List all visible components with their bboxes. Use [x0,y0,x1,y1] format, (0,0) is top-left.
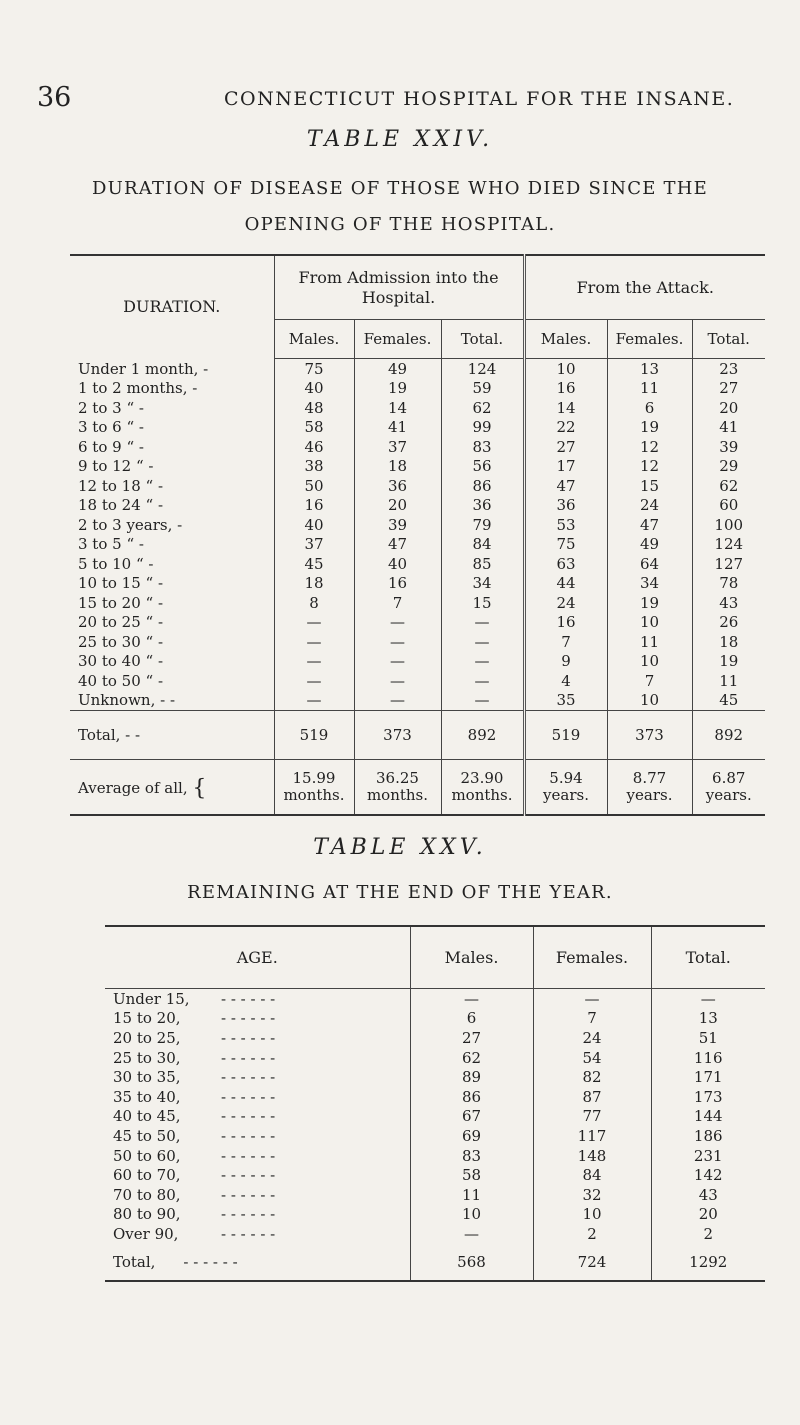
age-label [105,1165,410,1185]
attack-males-average: 5.94 years. [524,760,607,816]
cell-kt: 62 [719,476,739,495]
cell-f: 54 [533,1048,651,1068]
table-row [70,359,765,379]
cell-at: 83 [441,437,524,457]
cell-kt: 78 [719,574,739,593]
cell-kf: 19 [607,593,692,613]
table-row [105,1224,765,1244]
age-label [105,1126,410,1146]
grand-total: 1292 [689,1252,728,1271]
cell-km: 63 [524,554,607,574]
males-header: Males. [410,926,533,989]
cell-am: 45 [274,554,354,574]
age-range: 70 to 80, [113,1185,181,1204]
cell-am: 46 [274,437,354,457]
age-label [105,1087,410,1107]
cell-km: 75 [524,535,607,555]
cell-af: 19 [354,379,441,399]
cell-m: 83 [410,1146,533,1166]
cell-kt: 26 [719,613,739,632]
cell-t: 43 [698,1185,718,1204]
cell-am: 8 [274,593,354,613]
cell-af: 18 [354,457,441,477]
admission-males-average: 15.99 months. [274,760,354,816]
cell-t: 20 [698,1205,718,1224]
cell-t: 51 [698,1028,718,1047]
table-row [70,515,765,535]
table-row [70,691,765,711]
duration-label: 3 to 5 “ - [70,535,274,555]
attack-females-header: Females. [607,320,692,359]
cell-af: 20 [354,496,441,516]
cell-m: 62 [410,1048,533,1068]
running-title: CONNECTICUT HOSPITAL FOR THE INSANE. [224,88,735,110]
duration-label: 3 to 6 “ - [70,418,274,438]
duration-label: 2 to 3 “ - [70,398,274,418]
cell-at: 59 [441,379,524,399]
cell-kt: 23 [719,359,739,378]
duration-label: 40 to 50 “ - [70,671,274,691]
table-row [70,593,765,613]
duration-label: 5 to 10 “ - [70,554,274,574]
duration-label: Under 1 month, - [70,359,274,379]
cell-f: 7 [533,1009,651,1029]
page-number: 36 [37,82,72,113]
table-row [105,1107,765,1127]
table-25 [105,925,765,1282]
cell-km: 7 [524,632,607,652]
cell-km: 27 [524,437,607,457]
table-24 [70,254,765,816]
cell-t: 13 [698,1009,718,1028]
attack-females-average: 8.77 years. [607,760,692,816]
cell-at: 62 [441,398,524,418]
cell-km: 35 [524,691,607,711]
cell-am: 48 [274,398,354,418]
cell-kt: 18 [719,632,739,651]
cell-kt: 11 [719,671,739,690]
admission-females-average: 36.25 months. [354,760,441,816]
cell-af: 40 [354,554,441,574]
cell-km: 44 [524,574,607,594]
cell-km: 36 [524,496,607,516]
cell-af: 49 [354,359,441,379]
cell-km: 10 [524,359,607,379]
age-range: 35 to 40, [113,1087,181,1106]
cell-af: — [354,613,441,633]
duration-label: Unknown, - - [70,691,274,711]
cell-af: 47 [354,535,441,555]
cell-t: 116 [693,1048,723,1067]
cell-at: — [441,613,524,633]
cell-m: 27 [410,1028,533,1048]
cell-km: 16 [524,379,607,399]
age-range: 80 to 90, [113,1205,181,1224]
average-label: Average of all, { [70,760,274,816]
cell-at: 99 [441,418,524,438]
table-row [105,1205,765,1225]
cell-af: 7 [354,593,441,613]
table-row [70,398,765,418]
cell-kt: 100 [714,515,744,534]
duration-label: 12 to 18 “ - [70,476,274,496]
cell-f: 24 [533,1028,651,1048]
cell-kf: 11 [607,632,692,652]
duration-label: 9 to 12 “ - [70,457,274,477]
leader-dashes: - - - - - - [221,989,276,1008]
cell-f: 32 [533,1185,651,1205]
admission-females-total: 373 [354,711,441,760]
table-row [105,1146,765,1166]
cell-t: 171 [693,1068,723,1087]
total-header: Total. [651,926,765,989]
cell-kt: 43 [719,593,739,612]
cell-af: 36 [354,476,441,496]
cell-f: 2 [533,1224,651,1244]
age-range: Under 15, [113,989,190,1008]
age-label [105,989,410,1009]
table-row [70,652,765,672]
cell-m: 69 [410,1126,533,1146]
age-range: 25 to 30, [113,1048,181,1067]
cell-t: — [700,989,716,1008]
cell-af: 39 [354,515,441,535]
cell-t: 173 [693,1087,723,1106]
duration-label: 2 to 3 years, - [70,515,274,535]
duration-label: 25 to 30 “ - [70,632,274,652]
cell-t: 2 [703,1224,714,1243]
cell-at: 86 [441,476,524,496]
cell-kt: 29 [719,457,739,476]
total-label: Total, - - - - - - [105,1244,410,1281]
cell-km: 22 [524,418,607,438]
cell-m: 67 [410,1107,533,1127]
cell-am: — [274,613,354,633]
admission-total-total: 892 [441,711,524,760]
age-label [105,1048,410,1068]
cell-at: 84 [441,535,524,555]
cell-km: 14 [524,398,607,418]
cell-kf: 7 [607,671,692,691]
table-row [70,379,765,399]
attack-males-total: 519 [524,711,607,760]
cell-f: 77 [533,1107,651,1127]
cell-kf: 10 [607,613,692,633]
cell-m: 10 [410,1205,533,1225]
total-label: Total, - - [70,711,274,760]
age-range: Over 90, [113,1224,179,1243]
cell-f: 82 [533,1067,651,1087]
table-row [70,535,765,555]
table-row [70,554,765,574]
cell-af: 37 [354,437,441,457]
duration-label: 6 to 9 “ - [70,437,274,457]
females-header: Females. [533,926,651,989]
cell-km: 47 [524,476,607,496]
age-label [105,1107,410,1127]
cell-m: 89 [410,1067,533,1087]
leader-dashes: - - - - - - [221,1087,276,1106]
cell-kt: 27 [719,379,739,398]
cell-am: 58 [274,418,354,438]
table-24-subtitle-line1: DURATION OF DISEASE OF THOSE WHO DIED SINCE THE [92,178,708,199]
age-range: 40 to 45, [113,1107,181,1126]
admission-males-header: Males. [274,320,354,359]
cell-at: — [441,652,524,672]
cell-kf: 10 [607,652,692,672]
age-range: 20 to 25, [113,1028,181,1047]
table-row [105,1009,765,1029]
cell-at: — [441,671,524,691]
table-row [105,989,765,1009]
cell-kf: 12 [607,457,692,477]
leader-dashes: - - - - - - [221,1048,276,1067]
age-label [105,1028,410,1048]
cell-af: 14 [354,398,441,418]
cell-m: 11 [410,1185,533,1205]
cell-f: 84 [533,1165,651,1185]
leader-dashes: - - - - - - [221,1205,276,1224]
cell-at: 79 [441,515,524,535]
table-25-subtitle: REMAINING AT THE END OF THE YEAR. [187,882,613,903]
attack-total-header: Total. [692,320,765,359]
cell-kf: 47 [607,515,692,535]
leader-dashes: - - - - - - [221,1185,276,1204]
cell-f: 148 [533,1146,651,1166]
cell-kf: 34 [607,574,692,594]
table-row [105,1087,765,1107]
attack-group-header: From the Attack. [576,277,714,297]
cell-f: 87 [533,1087,651,1107]
cell-am: 38 [274,457,354,477]
age-header: AGE. [105,926,410,989]
cell-at: 56 [441,457,524,477]
cell-at: — [441,632,524,652]
age-label [105,1067,410,1087]
cell-m: 86 [410,1087,533,1107]
cell-kf: 6 [607,398,692,418]
cell-kt: 45 [719,691,739,710]
age-label [105,1224,410,1244]
cell-kt: 124 [714,535,744,554]
cell-f: — [533,989,651,1009]
cell-am: 40 [274,515,354,535]
cell-at: 34 [441,574,524,594]
cell-at: — [441,691,524,711]
cell-kt: 127 [714,554,744,573]
table-row [105,1165,765,1185]
cell-am: — [274,691,354,711]
leader-dashes: - - - - - - [221,1107,276,1126]
cell-af: 41 [354,418,441,438]
table-24-title: TABLE XXIV. [306,127,494,152]
admission-females-header: Females. [354,320,441,359]
age-label [105,1185,410,1205]
duration-label: 30 to 40 “ - [70,652,274,672]
leader-dashes: - - - - - - [221,1028,276,1047]
cell-am: 75 [274,359,354,379]
cell-am: 16 [274,496,354,516]
cell-am: — [274,671,354,691]
table-row [70,496,765,516]
cell-af: 16 [354,574,441,594]
table-row [105,1028,765,1048]
duration-header: DURATION. [70,255,274,359]
cell-af: — [354,652,441,672]
leader-dashes: - - - - - - [221,1166,276,1185]
cell-kt: 20 [719,398,739,417]
females-total: 724 [533,1244,651,1281]
cell-t: 142 [693,1166,723,1185]
cell-at: 36 [441,496,524,516]
attack-total-total: 892 [692,711,765,760]
cell-af: — [354,691,441,711]
duration-label: 15 to 20 “ - [70,593,274,613]
table-row [70,457,765,477]
cell-kf: 15 [607,476,692,496]
cell-t: 231 [693,1146,723,1165]
admission-males-total: 519 [274,711,354,760]
age-range: 60 to 70, [113,1166,181,1185]
cell-kt: 41 [719,418,739,437]
age-label [105,1009,410,1029]
leader-dashes: - - - - - - [221,1068,276,1087]
leader-dashes: - - - - - - [221,1146,276,1165]
cell-at: 85 [441,554,524,574]
table-row [70,437,765,457]
table-24-subtitle-line2: OPENING OF THE HOSPITAL. [244,214,556,235]
cell-af: — [354,632,441,652]
cell-at: 124 [441,359,524,379]
duration-label: 18 to 24 “ - [70,496,274,516]
duration-label: 20 to 25 “ - [70,613,274,633]
admission-total-average: 23.90 months. [441,760,524,816]
cell-am: 40 [274,379,354,399]
age-range: 45 to 50, [113,1126,181,1145]
table-row [105,1048,765,1068]
age-label [105,1146,410,1166]
cell-kf: 13 [607,359,692,379]
cell-m: 58 [410,1165,533,1185]
cell-af: — [354,671,441,691]
attack-females-total: 373 [607,711,692,760]
leader-dashes: - - - - - - [221,1009,276,1028]
cell-am: 50 [274,476,354,496]
cell-km: 24 [524,593,607,613]
cell-kf: 11 [607,379,692,399]
table-row [70,418,765,438]
cell-kt: 60 [719,496,739,515]
cell-km: 16 [524,613,607,633]
cell-f: 10 [533,1205,651,1225]
attack-males-header: Males. [524,320,607,359]
leader-dashes: - - - - - - [221,1224,276,1243]
cell-am: 18 [274,574,354,594]
table-row [70,632,765,652]
cell-kf: 19 [607,418,692,438]
table-row [70,613,765,633]
admission-total-header: Total. [441,320,524,359]
age-label [105,1205,410,1225]
cell-m: 6 [410,1009,533,1029]
leader-dashes: - - - - - - [221,1126,276,1145]
cell-kf: 10 [607,691,692,711]
attack-total-average: 6.87 years. [692,760,765,816]
cell-t: 186 [693,1126,723,1145]
cell-f: 117 [533,1126,651,1146]
table-row [105,1126,765,1146]
admission-group-header: From Admission into the Hospital. [274,255,524,320]
cell-km: 4 [524,671,607,691]
cell-m: — [410,989,533,1009]
cell-km: 17 [524,457,607,477]
table-row [70,574,765,594]
duration-label: 1 to 2 months, - [70,379,274,399]
cell-kf: 49 [607,535,692,555]
cell-am: — [274,652,354,672]
cell-am: — [274,632,354,652]
cell-t: 144 [693,1107,723,1126]
cell-kf: 24 [607,496,692,516]
cell-kt: 19 [719,652,739,671]
table-row [105,1067,765,1087]
cell-kf: 12 [607,437,692,457]
cell-m: — [410,1224,533,1244]
age-range: 15 to 20, [113,1009,181,1028]
table-row [70,476,765,496]
cell-kt: 39 [719,437,739,456]
table-row [105,1185,765,1205]
males-total: 568 [410,1244,533,1281]
cell-km: 53 [524,515,607,535]
table-row [70,671,765,691]
table-25-title: TABLE XXV. [313,835,487,860]
age-range: 50 to 60, [113,1146,181,1165]
cell-kf: 64 [607,554,692,574]
duration-label: 10 to 15 “ - [70,574,274,594]
age-range: 30 to 35, [113,1068,181,1087]
cell-am: 37 [274,535,354,555]
cell-km: 9 [524,652,607,672]
cell-at: 15 [441,593,524,613]
